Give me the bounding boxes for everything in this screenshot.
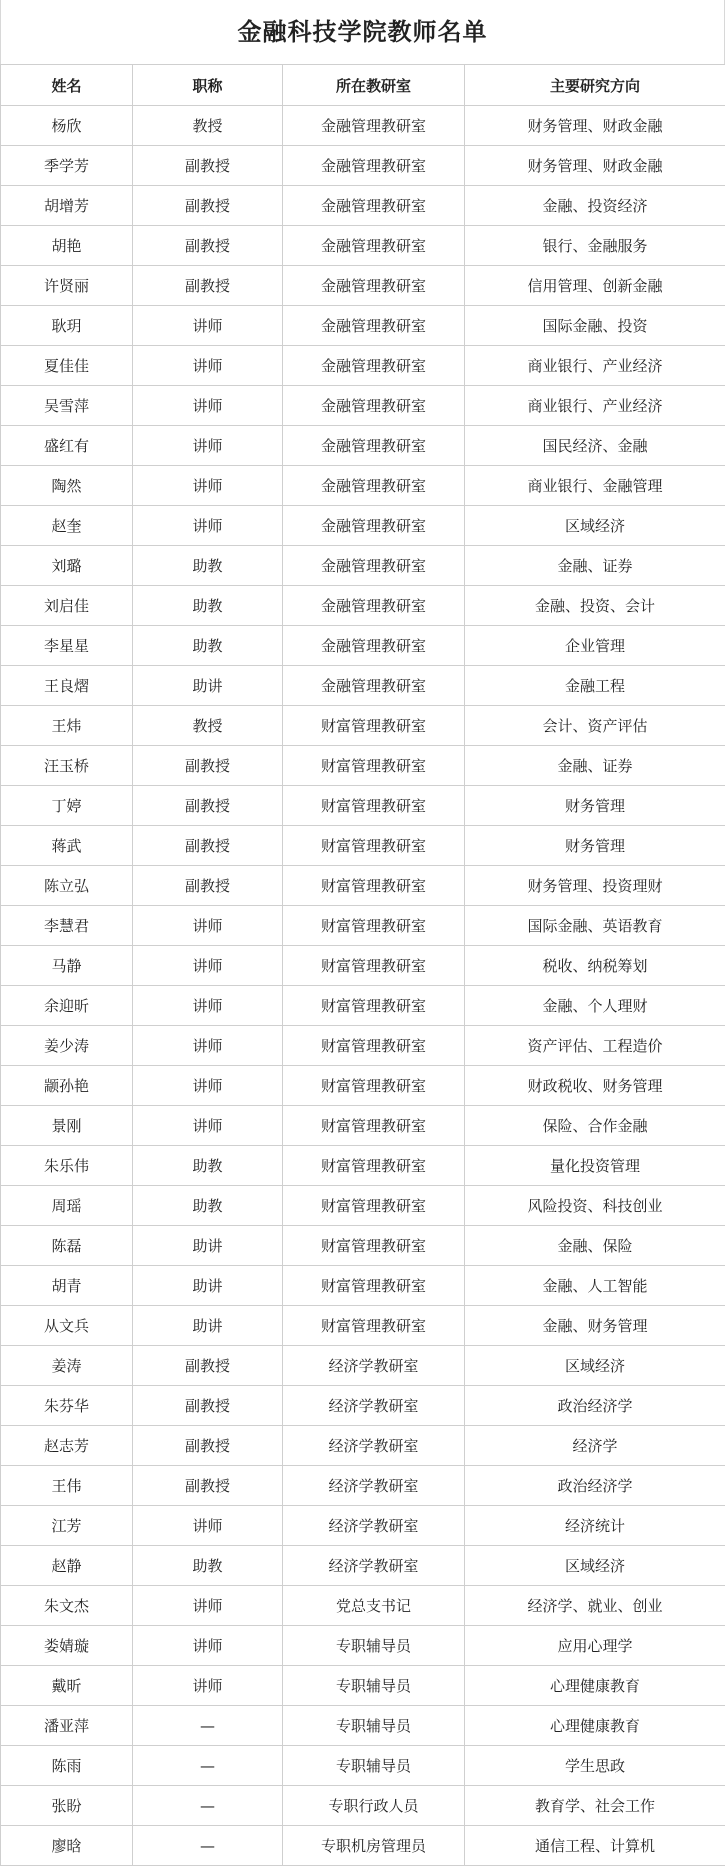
cell-research: 财务管理 (465, 786, 725, 826)
cell-department: 金融管理教研室 (283, 346, 465, 386)
cell-name: 胡增芳 (1, 186, 133, 226)
cell-research: 国民经济、金融 (465, 426, 725, 466)
cell-research: 金融、投资经济 (465, 186, 725, 226)
cell-title: 副教授 (133, 1346, 283, 1386)
cell-title: 副教授 (133, 746, 283, 786)
cell-department: 财富管理教研室 (283, 986, 465, 1026)
cell-research: 区域经济 (465, 1546, 725, 1586)
cell-department: 经济学教研室 (283, 1546, 465, 1586)
cell-name: 陈磊 (1, 1226, 133, 1266)
cell-research: 商业银行、产业经济 (465, 346, 725, 386)
cell-research: 金融、证券 (465, 746, 725, 786)
cell-name: 朱乐伟 (1, 1146, 133, 1186)
cell-research: 银行、金融服务 (465, 226, 725, 266)
cell-title: 助讲 (133, 1226, 283, 1266)
table-header-row (1, 65, 725, 106)
cell-department: 财富管理教研室 (283, 826, 465, 866)
cell-name: 戴昕 (1, 1666, 133, 1706)
cell-department: 金融管理教研室 (283, 626, 465, 666)
cell-name: 许贤丽 (1, 266, 133, 306)
cell-name: 夏佳佳 (1, 346, 133, 386)
header-name: 姓名 (1, 65, 133, 106)
table-row (1, 546, 725, 586)
table-row (1, 386, 725, 426)
cell-title: 讲师 (133, 906, 283, 946)
cell-research: 政治经济学 (465, 1466, 725, 1506)
table-row (1, 1626, 725, 1666)
cell-title: 讲师 (133, 1666, 283, 1706)
table-row (1, 906, 725, 946)
cell-title: 副教授 (133, 1466, 283, 1506)
cell-title: 教授 (133, 106, 283, 146)
table-row (1, 266, 725, 306)
cell-research: 经济统计 (465, 1506, 725, 1546)
cell-department: 财富管理教研室 (283, 1306, 465, 1346)
cell-department: 财富管理教研室 (283, 786, 465, 826)
table-row (1, 666, 725, 706)
table-row (1, 746, 725, 786)
table-row (1, 706, 725, 746)
cell-title: 副教授 (133, 1426, 283, 1466)
cell-title: 副教授 (133, 786, 283, 826)
cell-name: 吴雪萍 (1, 386, 133, 426)
cell-title: 副教授 (133, 266, 283, 306)
cell-title: 助教 (133, 1546, 283, 1586)
cell-department: 金融管理教研室 (283, 146, 465, 186)
cell-title: 助讲 (133, 1266, 283, 1306)
table-row (1, 146, 725, 186)
cell-name: 季学芳 (1, 146, 133, 186)
cell-department: 专职行政人员 (283, 1786, 465, 1826)
cell-title: 助教 (133, 586, 283, 626)
table-row (1, 1106, 725, 1146)
cell-title: 讲师 (133, 386, 283, 426)
cell-name: 廖晗 (1, 1826, 133, 1866)
cell-department: 财富管理教研室 (283, 706, 465, 746)
cell-name: 陶然 (1, 466, 133, 506)
table-row (1, 1186, 725, 1226)
table-row (1, 1826, 725, 1866)
table-row (1, 946, 725, 986)
table-row (1, 346, 725, 386)
table-row (1, 1306, 725, 1346)
cell-department: 财富管理教研室 (283, 1226, 465, 1266)
cell-name: 胡艳 (1, 226, 133, 266)
cell-department: 金融管理教研室 (283, 266, 465, 306)
cell-name: 盛红有 (1, 426, 133, 466)
page-title: 金融科技学院教师名单 (0, 0, 725, 64)
cell-name: 娄婧璇 (1, 1626, 133, 1666)
cell-department: 专职辅导员 (283, 1666, 465, 1706)
cell-name: 刘璐 (1, 546, 133, 586)
cell-research: 金融、保险 (465, 1226, 725, 1266)
cell-name: 李星星 (1, 626, 133, 666)
cell-title: 助讲 (133, 1306, 283, 1346)
cell-name: 江芳 (1, 1506, 133, 1546)
table-row (1, 186, 725, 226)
cell-department: 财富管理教研室 (283, 1186, 465, 1226)
cell-title: 讲师 (133, 506, 283, 546)
cell-department: 专职辅导员 (283, 1746, 465, 1786)
cell-department: 经济学教研室 (283, 1386, 465, 1426)
table-row (1, 1506, 725, 1546)
cell-title: — (133, 1706, 283, 1746)
cell-department: 财富管理教研室 (283, 746, 465, 786)
cell-name: 陈立弘 (1, 866, 133, 906)
cell-department: 经济学教研室 (283, 1466, 465, 1506)
cell-name: 姜少涛 (1, 1026, 133, 1066)
cell-title: 讲师 (133, 1106, 283, 1146)
table-row (1, 1266, 725, 1306)
cell-name: 朱文杰 (1, 1586, 133, 1626)
cell-research: 企业管理 (465, 626, 725, 666)
cell-department: 金融管理教研室 (283, 586, 465, 626)
cell-name: 杨欣 (1, 106, 133, 146)
table-row (1, 1346, 725, 1386)
cell-name: 耿玥 (1, 306, 133, 346)
cell-research: 信用管理、创新金融 (465, 266, 725, 306)
cell-department: 经济学教研室 (283, 1506, 465, 1546)
cell-name: 陈雨 (1, 1746, 133, 1786)
cell-research: 心理健康教育 (465, 1706, 725, 1746)
cell-name: 从文兵 (1, 1306, 133, 1346)
cell-research: 财务管理 (465, 826, 725, 866)
cell-name: 周瑶 (1, 1186, 133, 1226)
cell-name: 汪玉桥 (1, 746, 133, 786)
cell-research: 会计、资产评估 (465, 706, 725, 746)
cell-research: 学生思政 (465, 1746, 725, 1786)
cell-research: 量化投资管理 (465, 1146, 725, 1186)
cell-department: 金融管理教研室 (283, 306, 465, 346)
cell-title: 讲师 (133, 426, 283, 466)
cell-title: 讲师 (133, 466, 283, 506)
cell-research: 金融、证券 (465, 546, 725, 586)
cell-title: 教授 (133, 706, 283, 746)
table-row (1, 1226, 725, 1266)
cell-title: — (133, 1786, 283, 1826)
cell-title: 助教 (133, 1186, 283, 1226)
table-row (1, 506, 725, 546)
cell-title: 副教授 (133, 146, 283, 186)
table-row (1, 1786, 725, 1826)
table-row (1, 986, 725, 1026)
cell-research: 心理健康教育 (465, 1666, 725, 1706)
cell-name: 刘启佳 (1, 586, 133, 626)
cell-department: 金融管理教研室 (283, 466, 465, 506)
cell-research: 金融、投资、会计 (465, 586, 725, 626)
cell-research: 应用心理学 (465, 1626, 725, 1666)
cell-name: 李慧君 (1, 906, 133, 946)
cell-title: 副教授 (133, 866, 283, 906)
cell-name: 胡青 (1, 1266, 133, 1306)
cell-research: 教育学、社会工作 (465, 1786, 725, 1826)
table-row (1, 1586, 725, 1626)
cell-department: 财富管理教研室 (283, 1266, 465, 1306)
cell-title: 讲师 (133, 946, 283, 986)
cell-department: 财富管理教研室 (283, 866, 465, 906)
cell-research: 经济学、就业、创业 (465, 1586, 725, 1626)
table-row (1, 1746, 725, 1786)
cell-department: 财富管理教研室 (283, 946, 465, 986)
cell-title: 讲师 (133, 306, 283, 346)
cell-title: 讲师 (133, 986, 283, 1026)
cell-research: 商业银行、产业经济 (465, 386, 725, 426)
header-department: 所在教研室 (283, 65, 465, 106)
cell-title: 讲师 (133, 1506, 283, 1546)
cell-title: — (133, 1826, 283, 1866)
cell-department: 财富管理教研室 (283, 1066, 465, 1106)
cell-name: 赵奎 (1, 506, 133, 546)
cell-name: 王炜 (1, 706, 133, 746)
table-row (1, 306, 725, 346)
cell-research: 通信工程、计算机 (465, 1826, 725, 1866)
cell-name: 赵静 (1, 1546, 133, 1586)
cell-department: 财富管理教研室 (283, 1026, 465, 1066)
cell-research: 财务管理、财政金融 (465, 146, 725, 186)
table-row (1, 1386, 725, 1426)
cell-title: — (133, 1746, 283, 1786)
cell-title: 助讲 (133, 666, 283, 706)
header-research: 主要研究方向 (465, 65, 725, 106)
cell-name: 王伟 (1, 1466, 133, 1506)
header-title: 职称 (133, 65, 283, 106)
cell-title: 讲师 (133, 1026, 283, 1066)
table-row (1, 1026, 725, 1066)
table-row (1, 466, 725, 506)
cell-research: 政治经济学 (465, 1386, 725, 1426)
table-row (1, 1066, 725, 1106)
cell-department: 专职机房管理员 (283, 1826, 465, 1866)
faculty-table (0, 64, 725, 1866)
cell-department: 经济学教研室 (283, 1346, 465, 1386)
cell-name: 潘亚萍 (1, 1706, 133, 1746)
cell-department: 金融管理教研室 (283, 106, 465, 146)
table-row (1, 626, 725, 666)
cell-research: 金融、个人理财 (465, 986, 725, 1026)
cell-title: 讲师 (133, 1586, 283, 1626)
cell-name: 颛孙艳 (1, 1066, 133, 1106)
cell-name: 余迎昕 (1, 986, 133, 1026)
cell-name: 姜涛 (1, 1346, 133, 1386)
cell-research: 区域经济 (465, 506, 725, 546)
cell-department: 党总支书记 (283, 1586, 465, 1626)
cell-research: 金融、人工智能 (465, 1266, 725, 1306)
cell-title: 助教 (133, 626, 283, 666)
table-row (1, 1546, 725, 1586)
cell-title: 副教授 (133, 186, 283, 226)
cell-department: 专职辅导员 (283, 1706, 465, 1746)
cell-department: 金融管理教研室 (283, 426, 465, 466)
table-row (1, 586, 725, 626)
cell-name: 赵志芳 (1, 1426, 133, 1466)
table-row (1, 1146, 725, 1186)
table-row (1, 106, 725, 146)
cell-department: 专职辅导员 (283, 1626, 465, 1666)
cell-title: 讲师 (133, 1626, 283, 1666)
cell-department: 财富管理教研室 (283, 1106, 465, 1146)
cell-department: 金融管理教研室 (283, 546, 465, 586)
cell-research: 税收、纳税筹划 (465, 946, 725, 986)
cell-research: 风险投资、科技创业 (465, 1186, 725, 1226)
cell-department: 经济学教研室 (283, 1426, 465, 1466)
cell-department: 财富管理教研室 (283, 906, 465, 946)
cell-name: 景刚 (1, 1106, 133, 1146)
cell-department: 财富管理教研室 (283, 1146, 465, 1186)
cell-research: 保险、合作金融 (465, 1106, 725, 1146)
cell-title: 讲师 (133, 346, 283, 386)
cell-title: 副教授 (133, 226, 283, 266)
cell-title: 副教授 (133, 826, 283, 866)
cell-research: 财务管理、财政金融 (465, 106, 725, 146)
table-row (1, 1426, 725, 1466)
cell-research: 金融工程 (465, 666, 725, 706)
cell-department: 金融管理教研室 (283, 386, 465, 426)
cell-department: 金融管理教研室 (283, 506, 465, 546)
cell-name: 蒋武 (1, 826, 133, 866)
cell-title: 助教 (133, 1146, 283, 1186)
table-row (1, 1666, 725, 1706)
cell-research: 经济学 (465, 1426, 725, 1466)
cell-name: 马静 (1, 946, 133, 986)
table-row (1, 786, 725, 826)
table-row (1, 826, 725, 866)
table-row (1, 866, 725, 906)
table-row (1, 1706, 725, 1746)
cell-name: 丁婷 (1, 786, 133, 826)
cell-name: 张盼 (1, 1786, 133, 1826)
cell-research: 商业银行、金融管理 (465, 466, 725, 506)
cell-research: 金融、财务管理 (465, 1306, 725, 1346)
cell-title: 助教 (133, 546, 283, 586)
cell-research: 国际金融、英语教育 (465, 906, 725, 946)
cell-research: 财务管理、投资理财 (465, 866, 725, 906)
cell-title: 讲师 (133, 1066, 283, 1106)
table-row (1, 426, 725, 466)
cell-department: 金融管理教研室 (283, 666, 465, 706)
cell-department: 金融管理教研室 (283, 186, 465, 226)
table-row (1, 226, 725, 266)
cell-research: 资产评估、工程造价 (465, 1026, 725, 1066)
cell-name: 王良熠 (1, 666, 133, 706)
table-row (1, 1466, 725, 1506)
cell-name: 朱芬华 (1, 1386, 133, 1426)
cell-research: 财政税收、财务管理 (465, 1066, 725, 1106)
cell-research: 区域经济 (465, 1346, 725, 1386)
cell-title: 副教授 (133, 1386, 283, 1426)
cell-research: 国际金融、投资 (465, 306, 725, 346)
cell-department: 金融管理教研室 (283, 226, 465, 266)
